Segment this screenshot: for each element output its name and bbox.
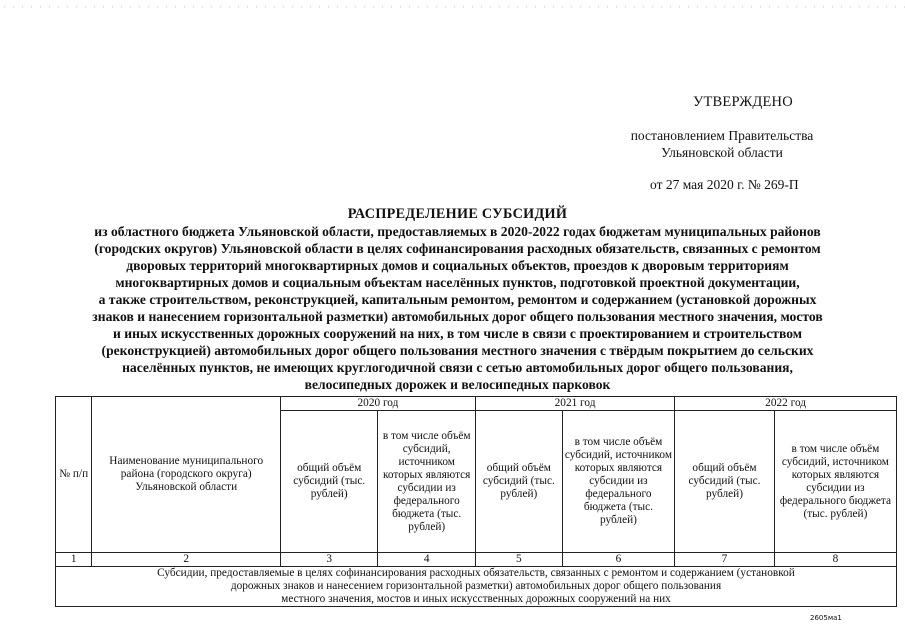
title-line: многоквартирных домов и социальным объектам населённых пунктов, подготовкой проектной документации, xyxy=(115,275,800,290)
document-stamp: 2605мa1 xyxy=(810,614,842,622)
title-heading: РАСПРЕДЕЛЕНИЕ СУБСИДИЙ xyxy=(347,206,568,222)
decree-line: Ульяновской области xyxy=(661,145,783,160)
title-line: (реконструкцией) автомобильных дорог общего пользования местного значения с твёрдым покрытием до сельских xyxy=(101,343,814,358)
approved-label: УТВЕРЖДЕНО xyxy=(693,94,793,110)
column-number: 1 xyxy=(56,553,92,567)
section-line: местного значения, мостов и иных искусственных дорожных сооружений на них xyxy=(281,593,671,605)
header-name: Наименование муниципального района (городского округа) Ульяновской области xyxy=(92,397,281,553)
subsidy-table xyxy=(55,396,897,607)
title-line: знаков и нанесением горизонтальной разметки) автомобильных дорог общего пользования местного значения, мостов xyxy=(92,309,823,324)
header-2020-total: общий объём субсидий (тыс. рублей) xyxy=(280,411,377,553)
header-2022-federal: в том числе объём субсидий, источником которых являются субсидии из федерального бюджета (тыс. рублей) xyxy=(774,411,896,553)
header-2021-total: общий объём субсидий (тыс. рублей) xyxy=(475,411,562,553)
column-number: 2 xyxy=(92,553,281,567)
title-line: населённых пунктов, не имеющих круглогодичной связи с сетью автомобильных дорог общего пользования, xyxy=(122,360,793,375)
column-number: 7 xyxy=(675,553,775,567)
document-title xyxy=(40,206,875,393)
title-line: велосипедных дорожек и велосипедных парковок xyxy=(304,377,611,392)
title-line: дворовых территорий многоквартирных домов и социальных объектов, проездов к дворовым территориям xyxy=(126,258,789,273)
column-number: 8 xyxy=(774,553,896,567)
approval-decree xyxy=(600,127,844,161)
approval-date: от 27 мая 2020 г. № 269-П xyxy=(650,177,799,192)
header-2022-total: общий объём субсидий (тыс. рублей) xyxy=(675,411,775,553)
header-year-2022: 2022 год xyxy=(675,397,897,411)
header-num: № п/п xyxy=(56,397,92,553)
section-line: Субсидии, предоставляемые в целях софинансирования расходных обязательств, связанных с ремонтом и содержанием (установкой xyxy=(157,567,795,579)
section-description xyxy=(56,567,897,607)
section-line: дорожных знаков и нанесением горизонтальной разметки) автомобильных дорог общего пользования xyxy=(230,580,722,592)
column-number: 4 xyxy=(378,553,475,567)
title-line: и иных искусственных дорожных сооружений на них, в том числе в связи с проектированием и строительством xyxy=(113,326,802,341)
title-line: из областного бюджета Ульяновской области, предоставляемых в 2020-2022 годах бюджетам муниципальных районов xyxy=(94,224,821,239)
column-number: 6 xyxy=(562,553,674,567)
header-year-2021: 2021 год xyxy=(475,397,674,411)
title-line: а также строительством, реконструкцией, капитальным ремонтом, ремонтом и содержанием (установкой дорожных xyxy=(98,292,817,307)
header-2021-federal: в том числе объём субсидий, источником которых являются субсидии из федерального бюджета (тыс. рублей) xyxy=(562,411,674,553)
header-2020-federal: в том числе объём субсидий, источником которых являются субсидии из федерального бюджета (тыс. рублей) xyxy=(378,411,475,553)
column-number: 3 xyxy=(280,553,377,567)
column-number: 5 xyxy=(475,553,562,567)
scan-border-dots xyxy=(0,6,905,8)
decree-line: постановлением Правительства xyxy=(630,128,814,143)
header-year-2020: 2020 год xyxy=(280,397,475,411)
title-line: (городских округов) Ульяновской области в целях софинансирования расходных обязательств, связанных с ремонтом xyxy=(94,241,821,256)
